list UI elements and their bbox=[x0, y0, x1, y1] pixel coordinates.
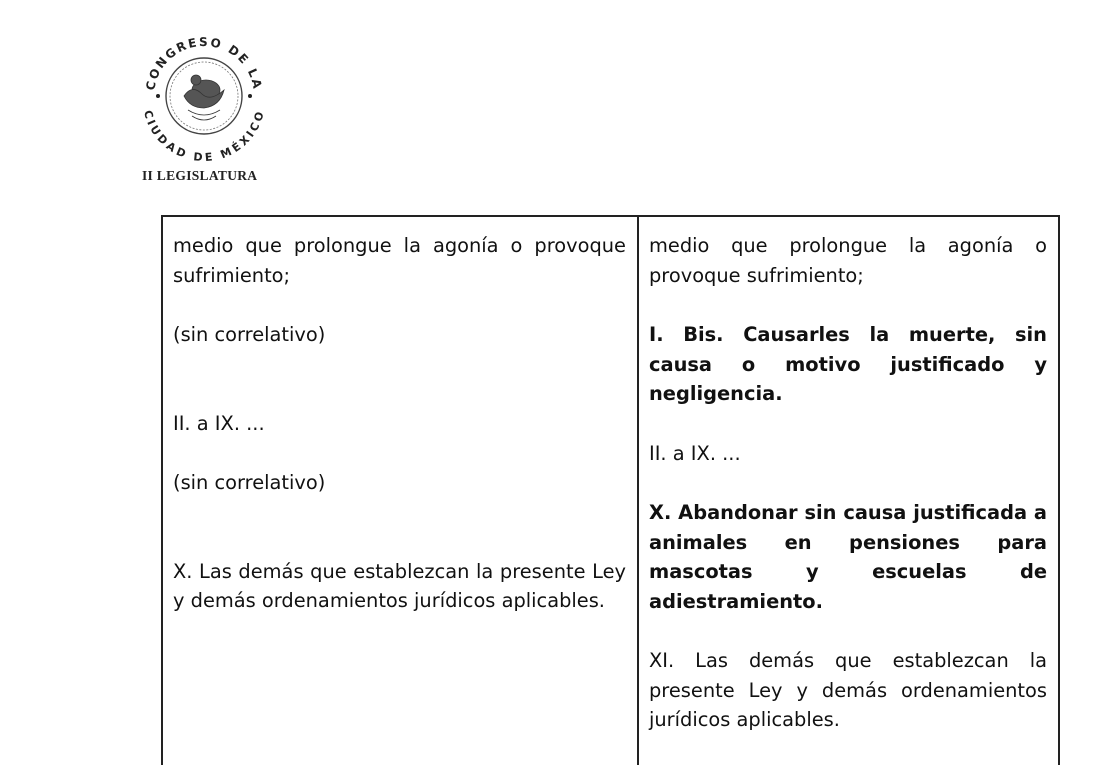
svg-text:CIUDAD DE MÉXICO bbox=[141, 109, 267, 162]
left-paragraph-1: medio que prolongue la agonía o provoque sufrimiento; bbox=[173, 234, 626, 287]
seal-top-text: CONGRESO DE LA bbox=[143, 34, 265, 92]
legislatura-label: II LEGISLATURA bbox=[142, 168, 258, 183]
right-paragraph-5: XI. Las demás que establezcan la presente Ley y demás ordenamientos jurídicos aplicables. bbox=[649, 649, 1047, 731]
congress-seal-icon bbox=[140, 30, 268, 162]
right-paragraph-3: II. a IX. ... bbox=[649, 441, 741, 465]
current-text-column bbox=[162, 216, 638, 765]
right-paragraph-2: I. Bis. Causarles la muerte, sin causa o motivo justificado y negligencia. bbox=[649, 323, 1047, 405]
seal-bottom-text: CIUDAD DE MÉXICO bbox=[141, 108, 268, 162]
table-row bbox=[162, 216, 1059, 765]
right-paragraph-1: medio que prolongue la agonía o provoque sufrimiento; bbox=[649, 234, 1047, 287]
right-paragraph-4: X. Abandonar sin causa justificada a animales en pensiones para mascotas y escuelas de adiestramiento. bbox=[649, 501, 1047, 613]
left-paragraph-3: II. a IX. ... bbox=[173, 411, 265, 435]
comparison-table bbox=[161, 215, 1060, 765]
left-paragraph-2: (sin correlativo) bbox=[173, 323, 326, 346]
left-paragraph-5: X. Las demás que establezcan la presente Ley y demás ordenamientos jurídicos aplicables. bbox=[173, 559, 626, 612]
proposed-text-column bbox=[638, 216, 1059, 765]
left-paragraph-4: (sin correlativo) bbox=[173, 471, 326, 494]
